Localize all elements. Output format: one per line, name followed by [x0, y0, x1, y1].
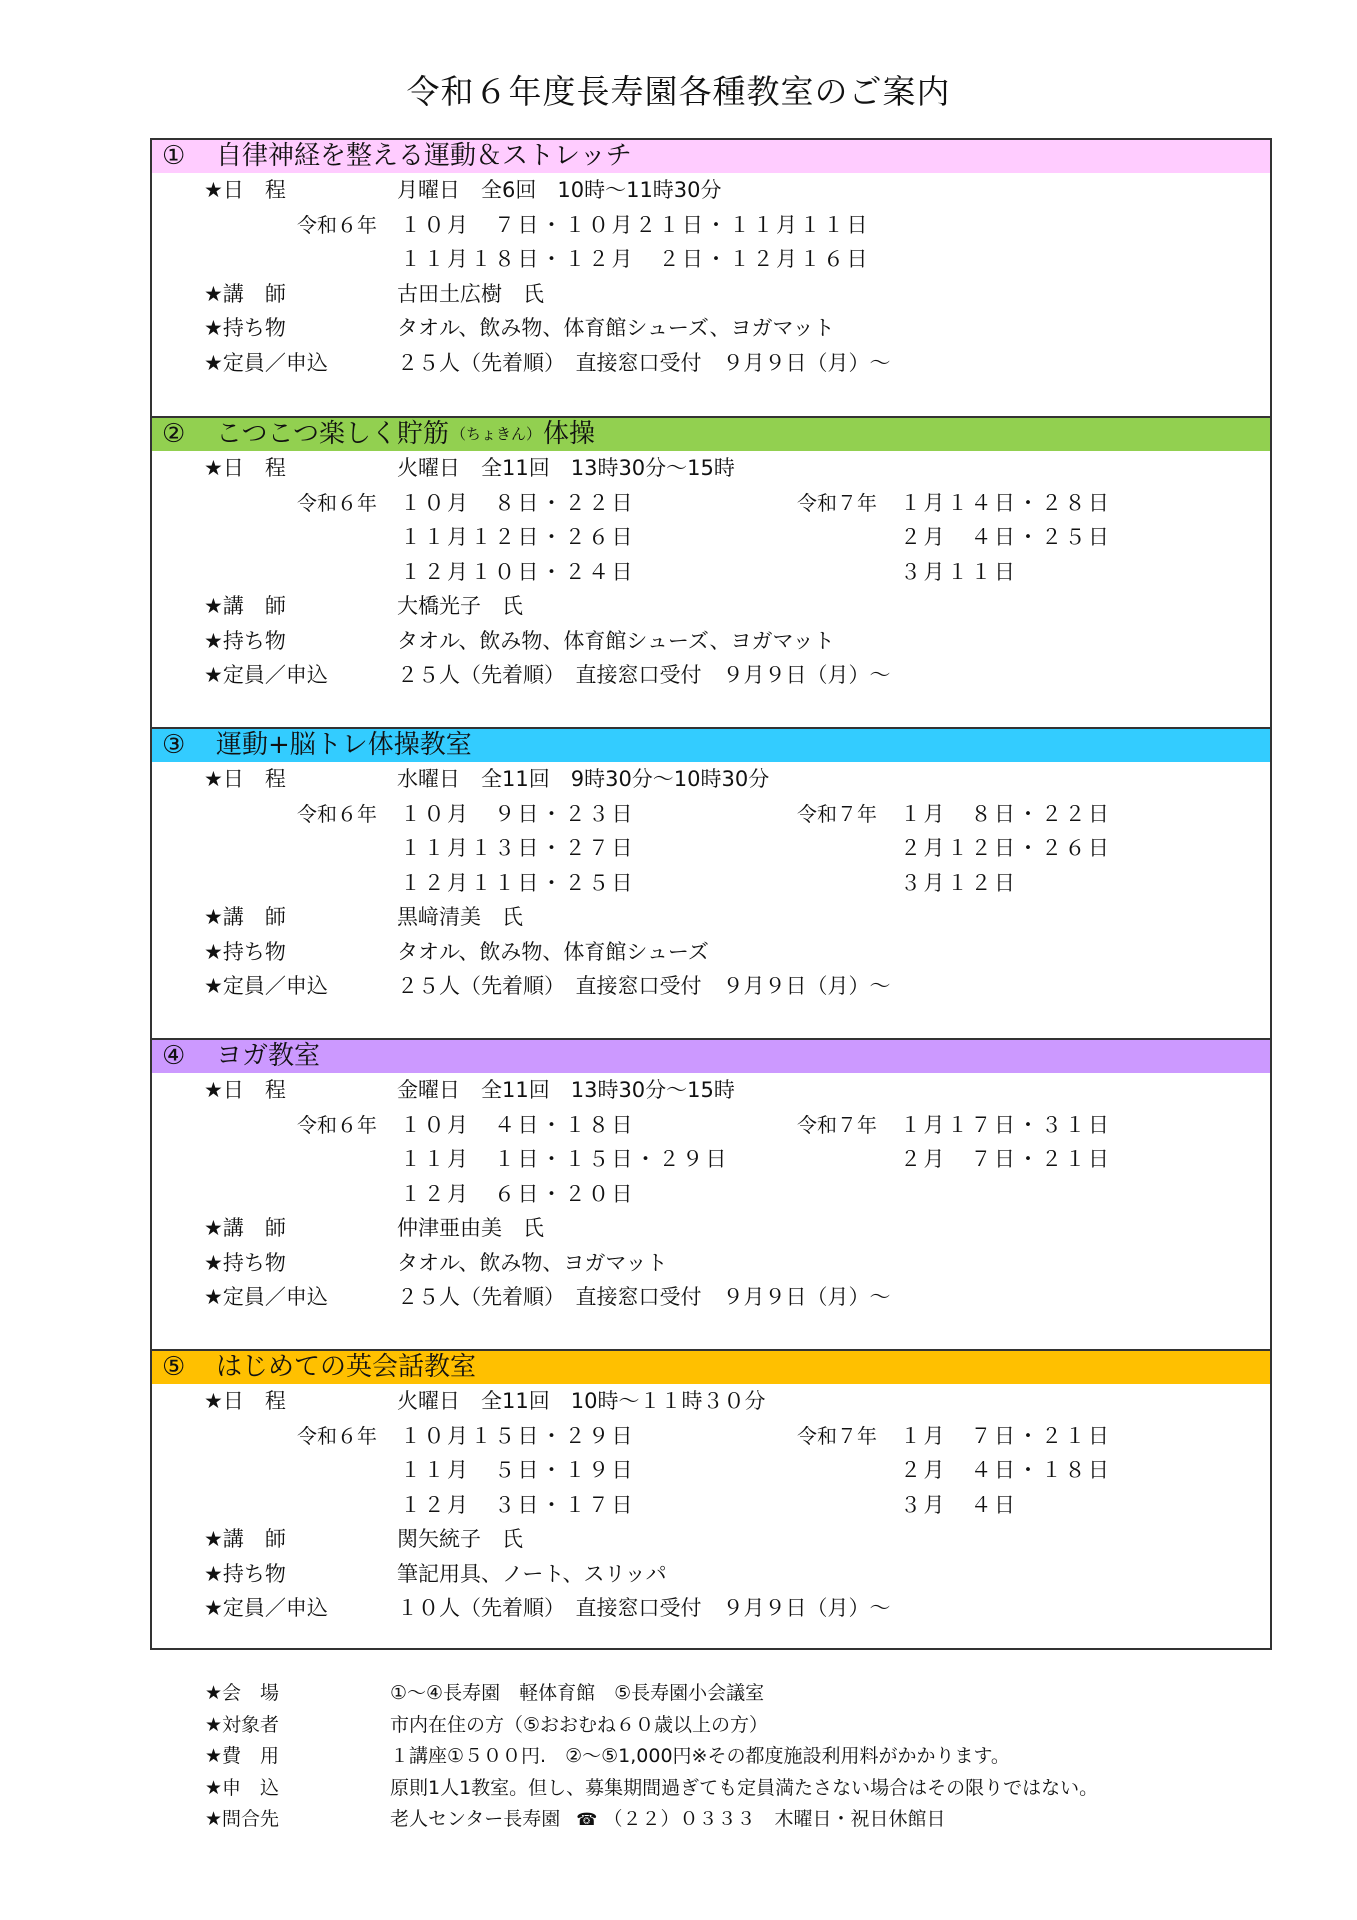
- items-value: タオル、飲み物、体育館シューズ、ヨガマット: [397, 628, 835, 653]
- schedule-value: 金曜日 全11回 13時30分～15時: [397, 1078, 735, 1102]
- contact-row: [205, 1804, 1305, 1836]
- section-title-suffix: 体操: [542, 419, 595, 449]
- section-title: はじめての英会話教室: [216, 1352, 477, 1382]
- capacity-value: ２５人（先着順） 直接窓口受付 ９月９日（月）～: [397, 974, 891, 998]
- instructor-label: ★講 師: [204, 905, 286, 929]
- capacity-value: １０人（先着順） 直接窓口受付 ９月９日（月）～: [397, 1596, 891, 1620]
- date-list: １月１４日・２８日: [900, 490, 1112, 515]
- apply-value: 原則1人1教室。但し、募集期間過ぎても定員満たさない場合はその限りではない。: [390, 1776, 1099, 1799]
- items-label: ★持ち物: [204, 316, 286, 340]
- era-label: 令和７年: [797, 1112, 877, 1137]
- dates-row: [152, 1488, 1270, 1523]
- telephone-icon: ☎: [576, 1810, 598, 1830]
- section-number: ③: [162, 730, 186, 760]
- instructor-row: [152, 277, 1270, 312]
- schedule-label: ★日 程: [204, 1078, 286, 1102]
- section-title-reading: （ちょきん）: [450, 425, 541, 443]
- section-header: [152, 1040, 1270, 1073]
- class-section-3: [152, 727, 1270, 1040]
- fee-value: １講座①５００円. ②～⑤1,000円※その都度施設利用料がかかります。: [390, 1745, 1010, 1767]
- dates-row: [152, 555, 1270, 590]
- section-number: ①: [162, 141, 186, 171]
- instructor-row: [152, 1522, 1270, 1557]
- apply-row: [205, 1773, 1305, 1805]
- dates-row: [152, 1419, 1270, 1454]
- era-label: 令和６年: [297, 801, 377, 826]
- date-list: １０月 ４日・１８日: [400, 1112, 635, 1137]
- instructor-label: ★講 師: [204, 594, 286, 618]
- class-section-5: [152, 1349, 1270, 1651]
- date-list: １月 ８日・２２日: [900, 801, 1112, 826]
- target-row: [205, 1710, 1305, 1742]
- schedule-row: [152, 1073, 1270, 1108]
- section-number: ⑤: [162, 1352, 186, 1382]
- capacity-label: ★定員／申込: [204, 1285, 328, 1309]
- date-list: １０月 ８日・２２日: [400, 490, 635, 515]
- items-label: ★持ち物: [204, 628, 286, 653]
- class-section-4: [152, 1038, 1270, 1351]
- date-list: １１月１３日・２７日: [400, 836, 635, 860]
- capacity-value: ２５人（先着順） 直接窓口受付 ９月９日（月）～: [397, 350, 891, 375]
- section-title: 運動+脳トレ体操教室: [216, 730, 472, 760]
- schedule-row: [152, 1384, 1270, 1419]
- schedule-label: ★日 程: [204, 178, 286, 202]
- section-number: ④: [162, 1041, 186, 1071]
- schedule-value: 月曜日 全6回 10時～11時30分: [397, 178, 722, 202]
- dates-row: [152, 1453, 1270, 1488]
- section-header: [152, 418, 1270, 451]
- general-info: [205, 1678, 1305, 1836]
- contact-org: 老人センター長寿園: [390, 1808, 561, 1830]
- instructor-name: 古田土広樹 氏: [397, 281, 544, 306]
- page-title: 令和６年度長寿園各種教室のご案内: [406, 72, 951, 111]
- items-row: [152, 1246, 1270, 1281]
- era-label: 令和６年: [297, 212, 377, 237]
- schedule-value: 水曜日 全11回 9時30分～10時30分: [397, 767, 770, 791]
- items-value: タオル、飲み物、体育館シューズ、ヨガマット: [397, 316, 835, 340]
- dates-row: [152, 1108, 1270, 1143]
- class-section-2: [152, 416, 1270, 729]
- venue-row: [205, 1678, 1305, 1710]
- section-header: [152, 729, 1270, 762]
- capacity-row: [152, 658, 1270, 693]
- date-list: １２月 ３日・１７日: [400, 1492, 635, 1517]
- fee-label: ★費 用: [205, 1745, 280, 1767]
- date-list: １２月 ６日・２０日: [400, 1181, 635, 1206]
- era-label: 令和６年: [297, 490, 377, 515]
- section-title: こつこつ楽しく貯筋: [216, 419, 449, 449]
- items-value: タオル、飲み物、体育館シューズ: [397, 939, 709, 964]
- apply-label: ★申 込: [205, 1776, 280, 1799]
- dates-row: [152, 242, 1270, 277]
- instructor-name: 大橋光子 氏: [397, 594, 523, 618]
- schedule-label: ★日 程: [204, 456, 286, 480]
- date-list: １月 ７日・２１日: [900, 1423, 1112, 1448]
- era-label: 令和６年: [297, 1112, 377, 1137]
- schedule-value: 火曜日 全11回 13時30分～15時: [397, 456, 735, 480]
- date-list: １１月 １日・１５日・２９日: [400, 1147, 729, 1171]
- capacity-value: ２５人（先着順） 直接窓口受付 ９月９日（月）～: [397, 1285, 891, 1309]
- date-list: ２月 ７日・２１日: [900, 1147, 1112, 1171]
- capacity-row: [152, 1591, 1270, 1626]
- date-list: ３月１１日: [900, 559, 1018, 584]
- date-list: ３月１２日: [900, 870, 1018, 895]
- venue-label: ★会 場: [205, 1682, 280, 1704]
- schedule-label: ★日 程: [204, 1389, 286, 1413]
- items-label: ★持ち物: [204, 939, 286, 964]
- dates-row: [152, 1177, 1270, 1212]
- instructor-row: [152, 1211, 1270, 1246]
- date-list: １２月１０日・２４日: [400, 559, 635, 584]
- schedule-row: [152, 762, 1270, 797]
- instructor-row: [152, 900, 1270, 935]
- contact-hours: 木曜日・祝日休館日: [774, 1808, 946, 1830]
- items-row: [152, 311, 1270, 346]
- date-list: １１月１２日・２６日: [400, 525, 635, 549]
- capacity-label: ★定員／申込: [204, 1596, 328, 1620]
- fee-row: [205, 1741, 1305, 1773]
- class-listing-frame: [150, 138, 1272, 1650]
- instructor-label: ★講 師: [204, 281, 286, 306]
- instructor-label: ★講 師: [204, 1216, 286, 1240]
- date-list: １月１７日・３１日: [900, 1112, 1112, 1137]
- date-list: １１月 ５日・１９日: [400, 1458, 635, 1482]
- schedule-value: 火曜日 全11回 10時～１１時３０分: [397, 1389, 766, 1413]
- schedule-row: [152, 451, 1270, 486]
- date-list: ２月１２日・２６日: [900, 836, 1112, 860]
- capacity-label: ★定員／申込: [204, 663, 328, 687]
- era-label: 令和７年: [797, 490, 877, 515]
- date-list: １２月１１日・２５日: [400, 870, 635, 895]
- dates-row: [152, 208, 1270, 243]
- items-label: ★持ち物: [204, 1561, 286, 1586]
- date-list: ２月 ４日・２５日: [900, 525, 1112, 549]
- capacity-value: ２５人（先着順） 直接窓口受付 ９月９日（月）～: [397, 663, 891, 687]
- era-label: 令和６年: [297, 1423, 377, 1448]
- dates-row: [152, 797, 1270, 832]
- contact-phone: （２２）０３３３: [603, 1808, 756, 1830]
- capacity-label: ★定員／申込: [204, 350, 328, 375]
- dates-row: [152, 831, 1270, 866]
- dates-row: [152, 1142, 1270, 1177]
- items-label: ★持ち物: [204, 1250, 286, 1275]
- contact-value: [390, 1804, 945, 1837]
- dates-row: [152, 486, 1270, 521]
- date-list: １０月 ９日・２３日: [400, 801, 635, 826]
- section-number: ②: [162, 419, 186, 449]
- contact-label: ★問合先: [205, 1808, 280, 1830]
- schedule-row: [152, 173, 1270, 208]
- items-value: タオル、飲み物、ヨガマット: [397, 1250, 668, 1275]
- instructor-label: ★講 師: [204, 1527, 286, 1551]
- section-header: [152, 140, 1270, 173]
- schedule-label: ★日 程: [204, 767, 286, 791]
- section-title: ヨガ教室: [216, 1041, 321, 1071]
- section-header: [152, 1351, 1270, 1384]
- items-row: [152, 624, 1270, 659]
- venue-value: ①～④長寿園 軽体育館 ⑤長寿園小会議室: [390, 1682, 765, 1704]
- capacity-row: [152, 969, 1270, 1004]
- section-title: 自律神経を整える運動＆ストレッチ: [216, 141, 632, 171]
- target-label: ★対象者: [205, 1713, 280, 1736]
- dates-row: [152, 520, 1270, 555]
- era-label: 令和７年: [797, 1423, 877, 1448]
- instructor-name: 関矢統子 氏: [397, 1527, 523, 1551]
- instructor-row: [152, 589, 1270, 624]
- date-list: １１月１８日・１２月 ２日・１２月１６日: [400, 247, 870, 271]
- items-row: [152, 1557, 1270, 1592]
- date-list: ３月 ４日: [900, 1492, 1018, 1517]
- date-list: １０月 ７日・１０月２１日・１１月１１日: [400, 212, 870, 237]
- date-list: １０月１５日・２９日: [400, 1423, 635, 1448]
- instructor-name: 仲津亜由美 氏: [397, 1216, 544, 1240]
- items-value: 筆記用具、ノート、スリッパ: [397, 1561, 667, 1586]
- target-value: 市内在住の方（⑤おおむね６０歳以上の方）: [390, 1713, 769, 1736]
- date-list: ２月 ４日・１８日: [900, 1458, 1112, 1482]
- instructor-name: 黒﨑清美 氏: [397, 905, 523, 929]
- capacity-row: [152, 346, 1270, 381]
- class-section-1: [152, 140, 1270, 416]
- era-label: 令和７年: [797, 801, 877, 826]
- dates-row: [152, 866, 1270, 901]
- capacity-label: ★定員／申込: [204, 974, 328, 998]
- items-row: [152, 935, 1270, 970]
- capacity-row: [152, 1280, 1270, 1315]
